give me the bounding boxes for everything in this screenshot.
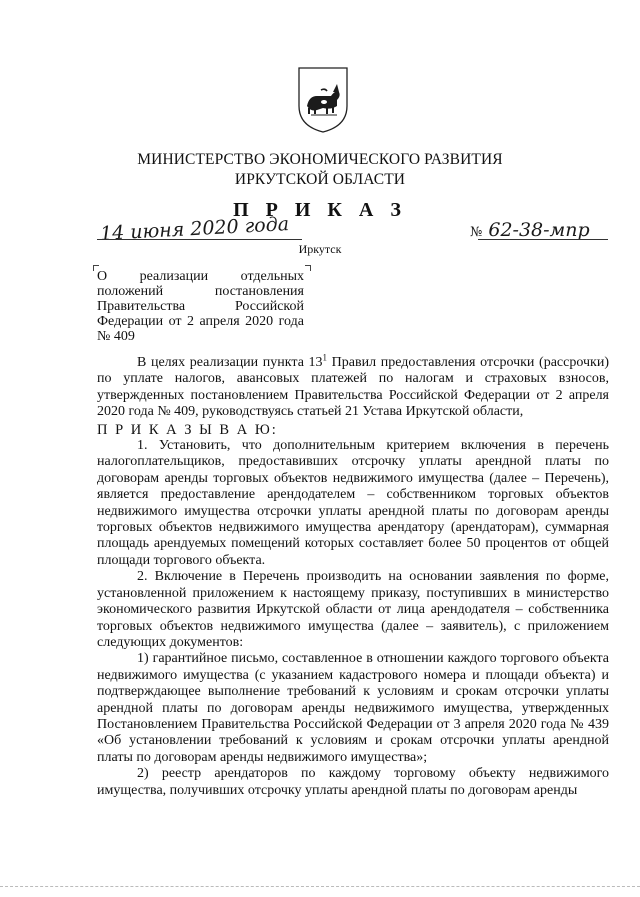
order-number	[470, 219, 590, 241]
number-underline	[478, 239, 608, 240]
coat-of-arms-icon	[297, 66, 349, 134]
order-title: П Р И К А З	[233, 199, 407, 221]
date-underline	[97, 239, 302, 240]
preamble-rest: Правил предоставления отсрочки (рассрочки) по уплате налогов, авансовых платежей по налогам и страховых взносов, утвержденных постановлением Правительства Российской Федерации от 2 апреля 2020 года № 409, руководствуясь статьей 21 Устава Иркутской области,	[97, 355, 609, 420]
order-body	[97, 352, 609, 799]
footnote-mark: 1	[322, 352, 328, 363]
list-item-2: 2) реестр арендаторов по каждому торговому объекту недвижимого имущества, получивших отсрочку уплаты арендной платы по договорам аренды	[97, 766, 609, 798]
preamble-start: В целях реализации пункта 13	[137, 355, 323, 370]
list-item-1: 1) гарантийное письмо, составленное в отношении каждого торгового объекта недвижимого имущества (с указанием кадастрового номера и площади объекта) и подтверждающее выполнение требований к условиям и срокам отсрочки уплаты арендной платы по договорам аренды недвижимого имущества, утвержденных Постановлением Правительства Российской Федерации от 3 апреля 2020 года № 439 «Об установлении требований к условиям и срокам отсрочки уплаты арендной платы по договорам аренды недвижимого имущества»;	[97, 651, 609, 765]
order-date: 14 июня 2020 года	[99, 213, 290, 245]
city: Иркутск	[298, 242, 342, 256]
order-number-value: 62-38-мпр	[488, 219, 590, 241]
ministry-name	[60, 150, 580, 190]
preamble	[97, 352, 609, 421]
ministry-line-1: МИНИСТЕРСТВО ЭКОНОМИЧЕСКОГО РАЗВИТИЯ	[137, 151, 503, 168]
order-directive: П Р И К А З Ы В А Ю:	[97, 421, 278, 438]
subject-bracket-right	[305, 265, 311, 271]
number-sign: №	[470, 225, 483, 240]
paragraph-2: 2. Включение в Перечень производить на основании заявления по форме, установленной приложением к настоящему приказу, поступивших в министерство экономического развития Иркутской области от лица арендодателя – собственника торговых объектов недвижимого имущества (далее – заявитель), с приложением следующих документов:	[97, 569, 609, 650]
ministry-line-2: ИРКУТСКОЙ ОБЛАСТИ	[234, 171, 406, 188]
order-subject: О реализации отдельных положений постановления Правительства Российской Федерации от 2 апреля 2020 года № 409	[97, 269, 304, 344]
page-bottom-edge	[0, 886, 640, 887]
paragraph-1: 1. Установить, что дополнительным критерием включения в перечень налогоплательщиков, предоставивших отсрочку уплаты арендной платы по договорам аренды торговых объектов недвижимого имущества (далее – Перечень), является предоставление арендодателем – собственником торговых объектов недвижимого имущества отсрочки уплаты арендной платы по договорам аренды торговых объектов недвижимого имущества арендатору (арендаторам), суммарная площадь арендуемых помещений которых составляет более 50 процентов от общей площади торгового объекта.	[97, 438, 609, 568]
